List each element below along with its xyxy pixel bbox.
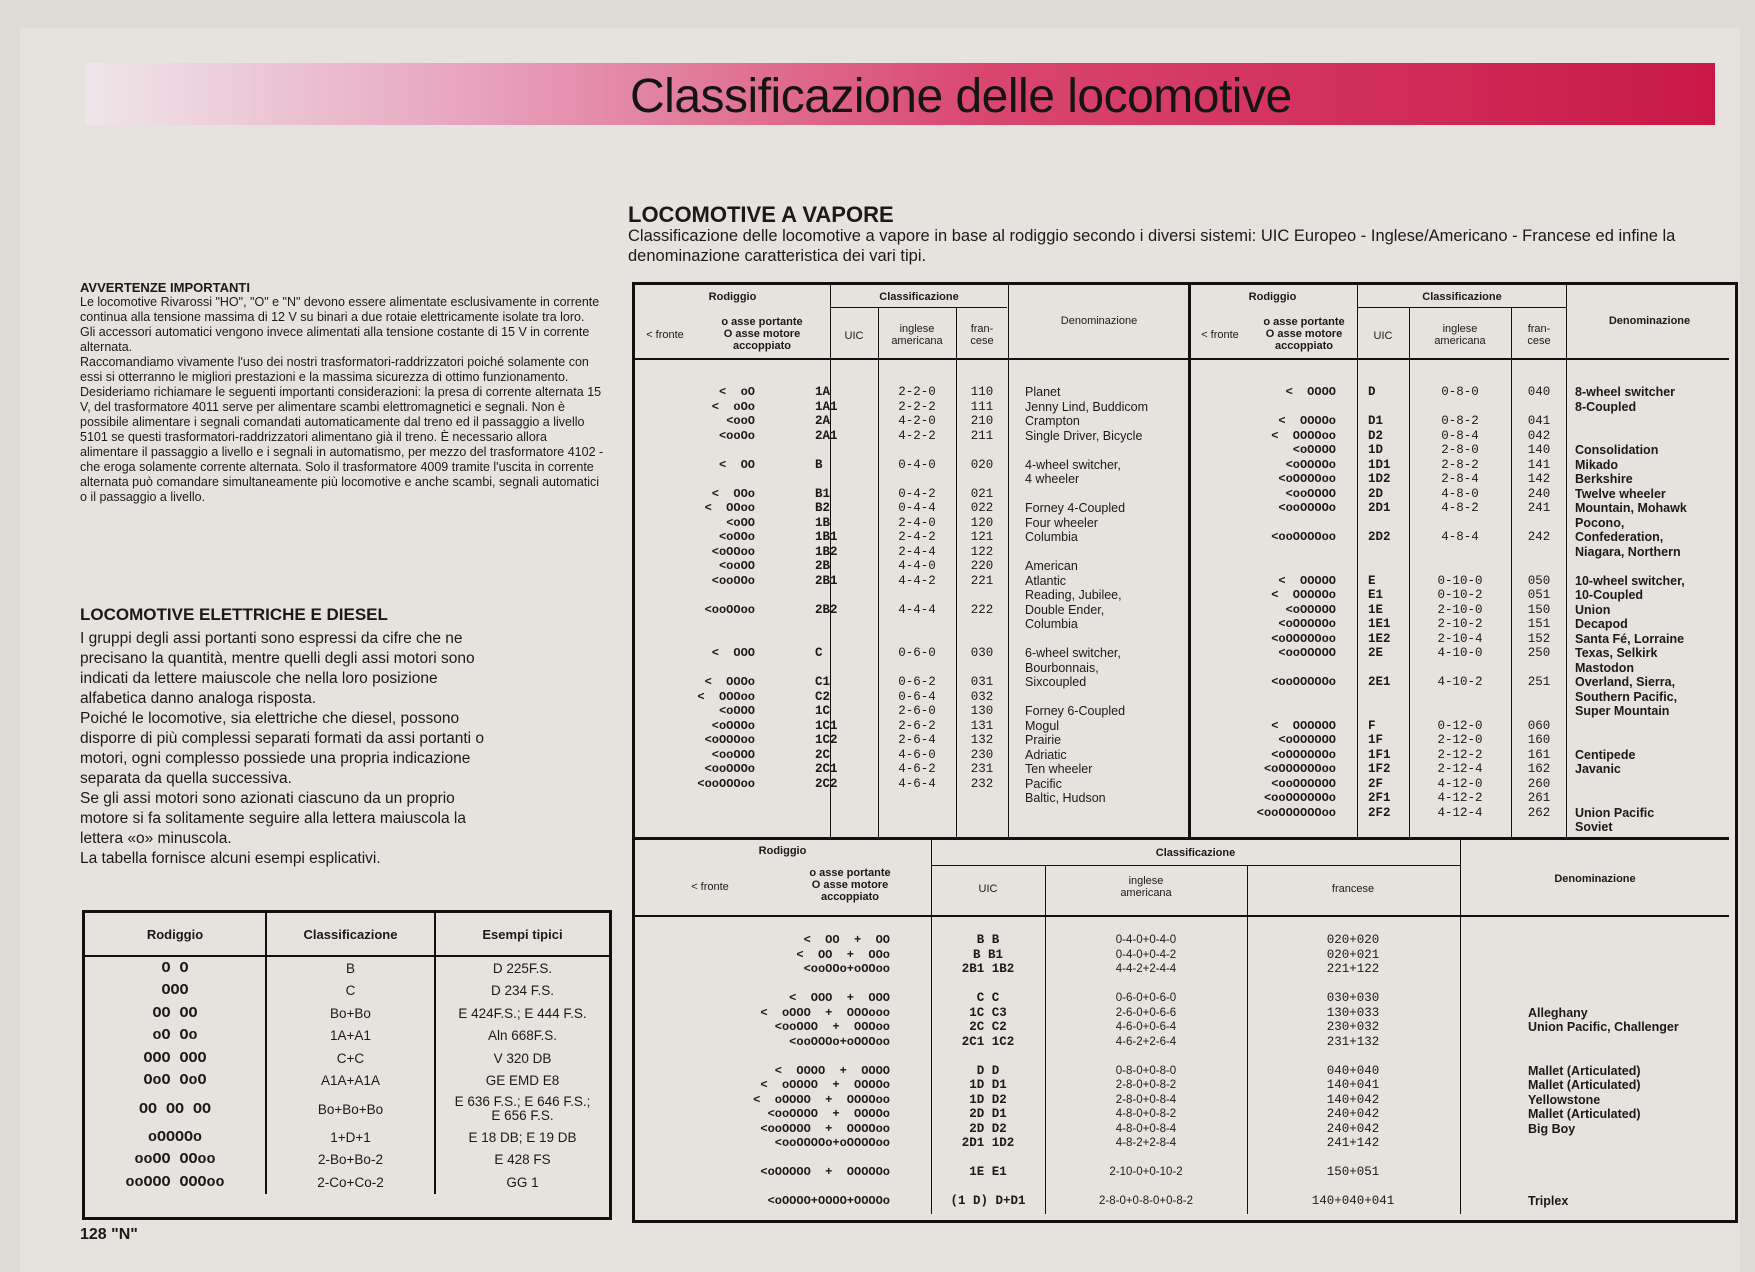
table-row xyxy=(85,1002,609,1025)
classificazione-cell: 1A+A1 xyxy=(266,1025,435,1048)
rodiggio-cell: OO OO OO xyxy=(85,1092,266,1126)
esempi-cell: V 320 DB xyxy=(493,1050,552,1066)
header-fronte: < fronte xyxy=(1201,329,1239,341)
right-americana-column: 0-8-0 0-8-2 0-8-4 2-8-0 2-8-2 2-8-4 4-8-0 4-8-2 4-8-4 0-10-0 0-10-2 2-10-0 2-10-2 2-10-4 4-10-0 4-10-2 0-12-0 2-12-0 2-12-2 2-12-4 4-12-0 4-12-2 4-12-4 xyxy=(1437,385,1483,820)
esempi-cell: E 424F.S.; E 444 F.S. xyxy=(458,1005,587,1021)
header-rodiggio: Rodiggio xyxy=(708,291,757,303)
steam-subtitle: Classificazione delle locomotive a vapore in base al rodiggio secondo i diversi sistemi: UIC Europeo - Inglese/Americano - Francese ed infine la denominazione caratteristica dei vari tipi. xyxy=(628,227,1676,265)
left-americana-column: 2-2-0 2-2-2 4-2-0 4-2-2 0-4-0 0-4-2 0-4-4 2-4-0 2-4-2 2-4-4 4-4-0 4-4-2 4-4-4 0-6-0 0-6-2 0-6-4 2-6-0 2-6-2 2-6-4 4-6-0 4-6-2 4-6-4 xyxy=(898,385,936,791)
header-assi: o asse portante O asse motore accoppiato xyxy=(721,316,803,352)
header-uic: UIC xyxy=(1373,330,1393,342)
table-row xyxy=(85,956,609,980)
esempi-cell: GE EMD E8 xyxy=(485,1073,560,1089)
title-banner xyxy=(85,63,1715,125)
esempi-cell: Aln 668F.S. xyxy=(487,1028,558,1044)
esempi-cell: E 18 DB; E 19 DB xyxy=(468,1129,577,1145)
header-francese-full: francese xyxy=(1331,883,1375,895)
divider xyxy=(932,865,1460,866)
header-assi: o asse portante O asse motore accoppiato xyxy=(1263,316,1345,352)
header-fronte: < fronte xyxy=(646,329,684,341)
bottom-americana-column: 0-4-0+0-4-0 0-4-0+0-4-2 4-4-2+2-4-4 0-6-0+0-6-0 2-6-0+0-6-6 4-6-0+0-6-4 4-6-2+2-6-4 0-8-0+0-8-0 2-8-0+0-8-2 2-8-0+0-8-4 4-8-0+0-8-2 4-8-0+0-8-4 4-8-2+2-8-4 2-10-0+0-10-2 2-8-0+0-8-0+0-8-2 xyxy=(1099,934,1193,1207)
table-row xyxy=(85,1092,609,1126)
bottom-denominazione-column: Alleghany Union Pacific, Challenger Mallet (Articulated) Mallet (Articulated) Yellowstone Mallet (Articulated) Big Boy Triplex xyxy=(1528,1005,1679,1208)
header-francese: fran- cese xyxy=(1527,323,1551,347)
page-title: Classificazione delle locomotive xyxy=(630,70,1292,123)
left-uic-column: 1A 1A1 2A 2A1 B B1 B2 1B 1B1 1B2 2B 2B1 2B2 C C1 C2 1C 1C1 1C2 2C 2C1 2C2 xyxy=(815,385,838,791)
table-row xyxy=(85,1047,609,1070)
page-number: 128 "N" xyxy=(80,1226,138,1243)
steam-heading: LOCOMOTIVE A VAPORE xyxy=(628,202,894,227)
electric-diesel-heading: LOCOMOTIVE ELETTRICHE E DIESEL xyxy=(80,605,388,624)
header-inglese: inglese americana xyxy=(1120,875,1172,899)
header-rodiggio: Rodiggio xyxy=(758,845,807,857)
right-uic-column: D D1 D2 1D 1D1 1D2 2D 2D1 2D2 E E1 1E 1E1 1E2 2E 2E1 F 1F 1F1 1F2 2F 2F1 2F2 xyxy=(1368,385,1391,820)
divider xyxy=(1358,307,1566,308)
right-denominazione-column: 8-wheel switcher 8-Coupled Consolidation Mikado Berkshire Twelve wheeler Mountain, Mohawk Pocono, Confederation, Niagara, Northern 10-wheel switcher, 10-Coupled Union Decapod Santa Fé, Lorraine Texas, Selkirk Mastodon Overland, Sierra, Southern Pacific, Super Mountain Centipede Javanic Union Pacific Soviet xyxy=(1575,385,1687,834)
header-francese: fran- cese xyxy=(970,323,994,347)
table-row xyxy=(85,980,609,1003)
rodiggio-cell: OOO OOO xyxy=(85,1047,266,1070)
warnings-section xyxy=(80,280,608,505)
bottom-uic-column: B B B B1 2B1 1B2 C C 1C C3 2C C2 2C1 1C2 D D 1D D1 1D D2 2D D1 2D D2 2D1 1D2 1E E1 (1 D) D+D1 xyxy=(950,933,1026,1208)
rodiggio-cell: O O xyxy=(85,956,266,980)
left-denominazione-column: Planet Jenny Lind, Buddicom Crampton Single Driver, Bicycle 4-wheel switcher, 4 wheeler Forney 4-Coupled Four wheeler Columbia American Atlantic Reading, Jubilee, Double Ender, Columbia 6-wheel switcher, Bourbonnais, Sixcoupled Forney 6-Coupled Mogul Prairie Adriatic Ten wheeler Pacific Baltic, Hudson xyxy=(1025,385,1148,805)
esempi-cell: D 234 F.S. xyxy=(490,983,555,999)
header-assi: o asse portante O asse motore accoppiato xyxy=(809,867,891,903)
table-row xyxy=(85,1171,609,1194)
rodiggio-cell: ooOO OOoo xyxy=(85,1149,266,1172)
divider xyxy=(1357,285,1358,837)
right-rodiggio-column: < OOOO < OOOOo < OOOOoo <oOOOO <oOOOOo <oOOOOoo <ooOOOO <ooOOOOo <ooOOOOoo < OOOOO < OOOOOo <oOOOOO <oOOOOOo <oOOOOOoo <ooOOOOO <ooOOOOOo < OOOOOO <oOOOOOO <oOOOOOOo <oOOOOOOoo <ooOOOOOO <ooOOOOOOo <ooOOOOOOoo xyxy=(1256,385,1336,820)
rodiggio-cell: OOO xyxy=(85,980,266,1003)
left-rodiggio-column: < oO < oOo <ooO <ooOo < OO < OOo < OOoo <oOO <oOOo <oOOoo <ooOO <ooOOo <ooOOoo < OOO < OOOo < OOOoo <oOOO <oOOOo <oOOOoo <ooOOO <ooOOOo <ooOOOoo xyxy=(697,385,755,791)
left-francese-column: 110 111 210 211 020 021 022 120 121 122 220 221 222 030 031 032 130 131 132 230 231 232 xyxy=(970,385,994,791)
esempi-cell: GG 1 xyxy=(506,1174,539,1190)
table-row xyxy=(85,1149,609,1172)
rodiggio-cell: ooOOO OOOoo xyxy=(85,1171,266,1194)
col-classificazione: Classificazione xyxy=(266,913,435,956)
header-denominazione: Denominazione xyxy=(1608,315,1691,327)
rodiggio-cell: oO Oo xyxy=(85,1025,266,1048)
divider xyxy=(635,915,1729,917)
divider xyxy=(831,307,1007,308)
header-classificazione: Classificazione xyxy=(879,291,959,303)
rodiggio-cell: OO OO xyxy=(85,1002,266,1025)
warnings-paragraph: Gli accessori automatici vengono invece alimentati alla tensione costante di 15 V in corrente alternata. xyxy=(80,325,590,354)
electric-paragraph: Poiché le locomotive, sia elettriche che diesel, possono disporre di più complessi separati formati da assi portanti o motori, ogni complesso possiede una propria indicazione separata da quella successiva. xyxy=(80,710,485,787)
classificazione-cell: C xyxy=(266,980,435,1003)
header-fronte: < fronte xyxy=(691,881,729,893)
classificazione-cell: B xyxy=(266,956,435,980)
header-denominazione: Denominazione xyxy=(1060,315,1138,327)
electric-paragraph: La tabella fornisce alcuni esempi esplicativi. xyxy=(80,850,381,867)
divider xyxy=(635,358,1729,360)
bottom-francese-column: 020+020 020+021 221+122 030+030 130+033 230+032 231+132 040+040 140+041 140+042 240+042 240+042 241+142 150+051 140+040+041 xyxy=(1311,933,1395,1208)
divider xyxy=(1566,285,1567,837)
col-esempi: Esempi tipici xyxy=(435,913,609,956)
esempi-cell: E 636 F.S.; E 646 F.S.; E 656 F.S. xyxy=(454,1094,591,1123)
bottom-rodiggio-column: < OO + OO < OO + OOo <ooOOo+oOOoo < OOO + OOO < oOOO + OOOooo <ooOOO + OOOoo <ooOOOo+oOOOoo < OOOO + OOOO < oOOOO + OOOOo < oOOOO + OOOOoo <ooOOOO + OOOOo <ooOOOO + OOOOoo <ooOOOOo+oOOOOoo <oOOOOO + OOOOOo <oOOOO+OOOO+OOOOo xyxy=(753,933,890,1208)
header-uic: UIC xyxy=(844,330,864,342)
warnings-paragraph: Raccomandiamo vivamente l'uso dei nostri trasformatori-raddrizzatori poiché solamente con essi si otterranno le migliori prestazioni e la massima sicurezza di ottimo funzionamento. xyxy=(80,355,589,384)
electric-paragraph: Se gli assi motori sono azionati ciascuno da un proprio motore si fa solitamente seguire alla lettera maiuscola la lettera «o» minuscola. xyxy=(80,790,466,847)
classificazione-cell: 2-Bo+Bo-2 xyxy=(266,1149,435,1172)
header-uic: UIC xyxy=(978,883,998,895)
warnings-paragraph: Le locomotive Rivarossi "HO", "O" e "N" devono essere alimentate esclusivamente in corrente continua alla tensione massima di 12 V su binari a due rotaie elettricamente isolate tra loro. xyxy=(80,295,600,324)
divider xyxy=(1460,840,1461,1214)
header-classificazione: Classificazione xyxy=(1422,291,1502,303)
col-rodiggio: Rodiggio xyxy=(85,913,266,956)
header-rodiggio: Rodiggio xyxy=(1248,291,1297,303)
classificazione-cell: Bo+Bo+Bo xyxy=(266,1092,435,1126)
electric-paragraph: I gruppi degli assi portanti sono espressi da cifre che ne precisano la quantità, mentre quelli degli assi motori sono indicati da lettere maiuscole che nella loro posizione alfabetica danno analoga risposta. xyxy=(80,630,475,707)
header-classificazione: Classificazione xyxy=(1155,847,1236,859)
header-inglese: inglese americana xyxy=(1434,323,1486,347)
rodiggio-cell: oOOOOo xyxy=(85,1126,266,1149)
classificazione-cell: Bo+Bo xyxy=(266,1002,435,1025)
esempi-cell: D 225F.S. xyxy=(492,960,553,976)
classificazione-cell: 2-Co+Co-2 xyxy=(266,1171,435,1194)
header-denominazione: Denominazione xyxy=(1554,873,1636,885)
electric-examples-table xyxy=(82,910,612,1220)
table-row xyxy=(85,1025,609,1048)
table-header-row xyxy=(85,913,609,956)
esempi-cell: E 428 FS xyxy=(494,1152,551,1168)
classificazione-cell: A1A+A1A xyxy=(266,1070,435,1093)
steam-classification-table xyxy=(632,282,1738,1223)
divider xyxy=(635,837,1729,840)
header-inglese: inglese americana xyxy=(891,323,943,347)
warnings-heading: AVVERTENZE IMPORTANTI xyxy=(80,280,250,295)
classificazione-cell: C+C xyxy=(266,1047,435,1070)
rodiggio-cell: OoO OoO xyxy=(85,1070,266,1093)
table-row xyxy=(85,1070,609,1093)
divider xyxy=(1008,285,1009,837)
warnings-paragraph: Desideriamo richiamare le seguenti importanti considerazioni: la presa di corrente alternata 15 V, del trasformatore 4011 serve per alimentare scambi elettromagnetici e segnali. Non è possibile alimentare i segnali comandati automaticamente dal treno ed il passaggio a livello 5101 se questi trasformatori-raddrizzatori alimentano già il treno. È necessario allora alimentare il passaggio a livello e i segnali in automatismo, per mezzo del trasformatore 4102 - che eroga solamente corrente alternata. Solo il trasformatore 4009 tramite l'uscita in corrente alternata può comandare simultaneamente più locomotive e anche scambi, segnali automatici o il passaggio a livello. xyxy=(80,385,604,504)
classificazione-cell: 1+D+1 xyxy=(266,1126,435,1149)
electric-diesel-section xyxy=(80,605,500,869)
right-francese-column: 040 041 042 140 141 142 240 241 242 050 051 150 151 152 250 251 060 160 161 162 260 261 262 xyxy=(1527,385,1551,820)
table-row xyxy=(85,1126,609,1149)
